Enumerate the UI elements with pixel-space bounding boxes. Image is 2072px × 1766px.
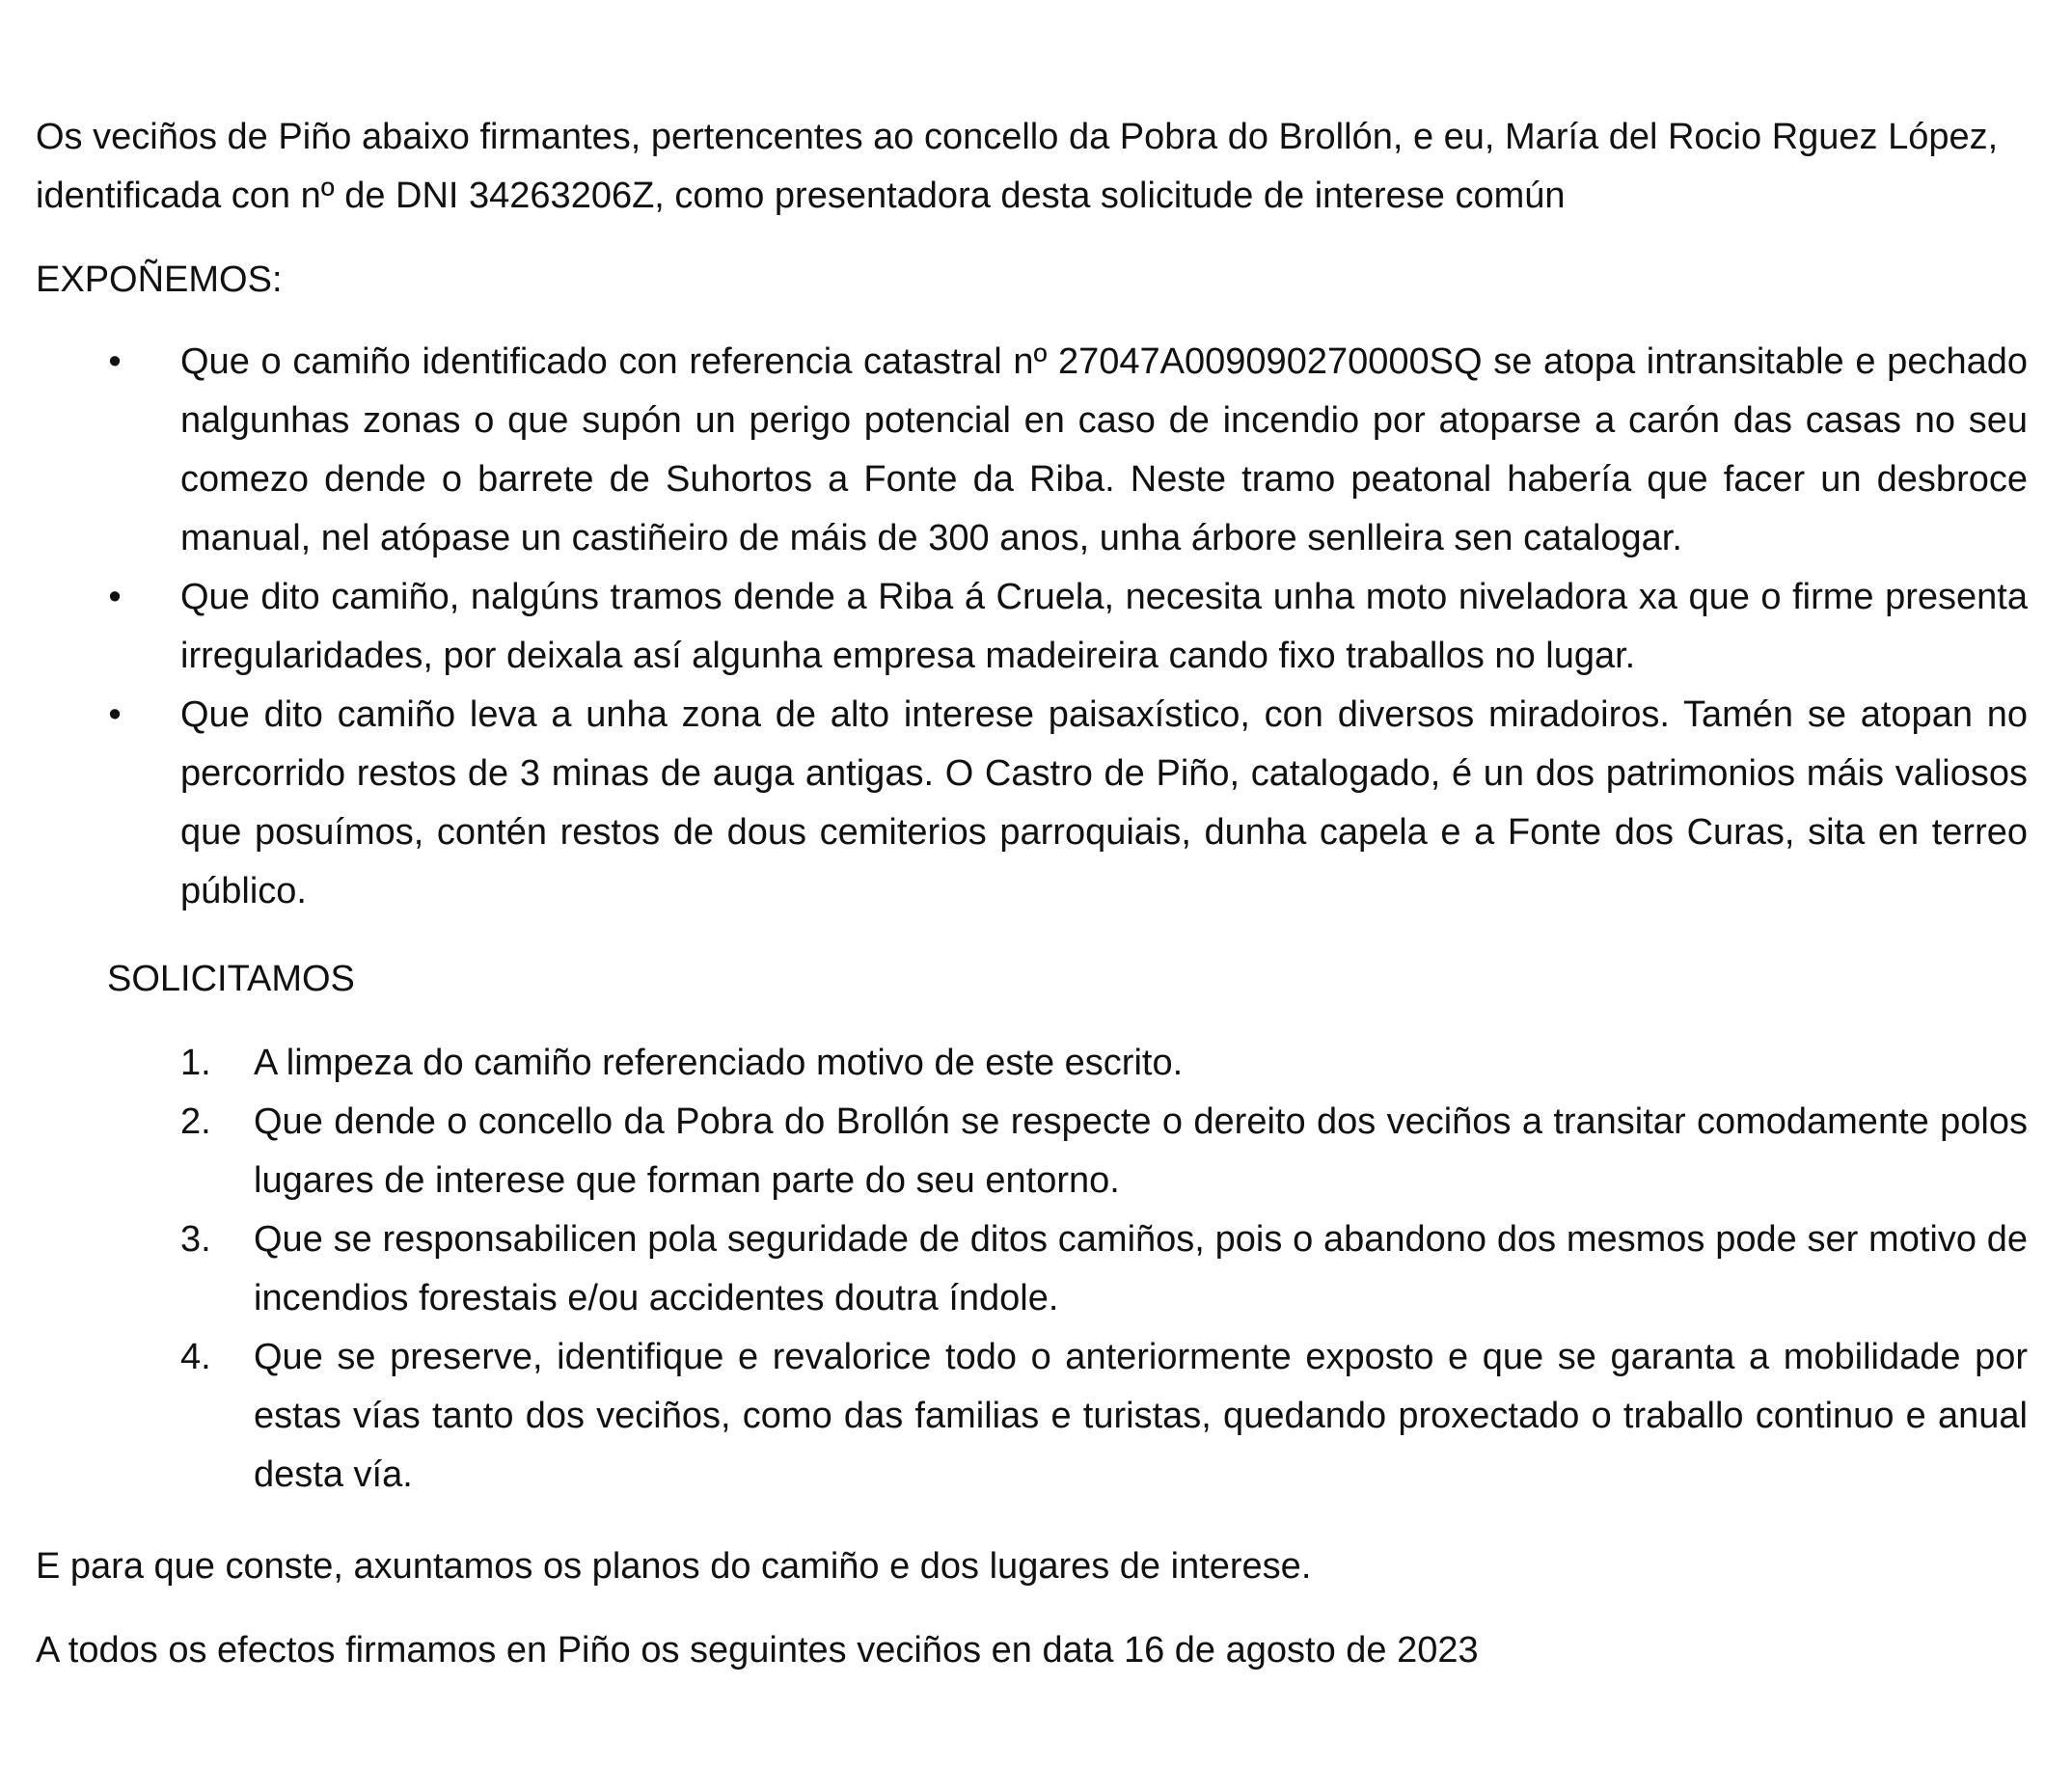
request-list: [36, 1034, 2028, 1505]
request-number: 4.: [180, 1337, 211, 1377]
request-text: Que se responsabilicen pola seguridade de ditos camiños, pois o abandono dos mesmos pode ser motivo de incendios forestais e/ou accidentes doutra índole.: [254, 1219, 2028, 1318]
expose-bullet-list: [36, 333, 2028, 921]
bullet-icon: •: [108, 341, 122, 382]
signature-intro-line: A todos os efectos firmamos en Piño os seguintes veciños en data 16 de agosto de 2023: [36, 1630, 1479, 1671]
request-item: [180, 1210, 2028, 1328]
request-item: [180, 1093, 2028, 1210]
request-text: Que se preserve, identifique e revalorice todo o anteriormente exposto e que se garanta a mobilidade por estas vías tanto dos veciños, como das familias e turistas, quedando proxectado o traballo continuo e anual desta vía.: [254, 1337, 2028, 1495]
intro-paragraph: Os veciños de Piño abaixo firmantes, pertencentes ao concello da Pobra do Brollón, e eu, María del Rocio Rguez López, identificada con nº de DNI 34263206Z, como presentadora desta solicitude de interese común: [36, 117, 1999, 216]
bullet-item: [108, 568, 2028, 686]
request-text: A limpeza do camiño referenciado motivo de este escrito.: [254, 1043, 1184, 1083]
closing-paragraph: E para que conste, axuntamos os planos do camiño e dos lugares de interese.: [36, 1546, 1312, 1587]
bullet-item: [108, 686, 2028, 921]
bullet-item: [108, 333, 2028, 568]
request-heading: SOLICITAMOS: [107, 959, 355, 999]
expose-heading: EXPOÑEMOS:: [36, 259, 283, 300]
bullet-text: Que dito camiño leva a unha zona de alto interese paisaxístico, con diversos miradoiros. Tamén se atopan no percorrido restos de 3 minas de auga antigas. O Castro de Piño, catalogado, é un dos patrimonios máis valiosos que posuímos, contén restos de dous cemiterios parroquiais, dunha capela e a Fonte dos Curas, sita en terreo público.: [180, 694, 2028, 911]
request-number: 3.: [180, 1219, 211, 1260]
bullet-text: Que o camiño identificado con referencia catastral nº 27047A009090270000SQ se atopa intransitable e pechado nalgunhas zonas o que supón un perigo potencial en caso de incendio por atoparse a carón das casas no seu comezo dende o barrete de Suhortos a Fonte da Riba. Neste tramo peatonal habería que facer un desbroce manual, nel atópase un castiñeiro de máis de 300 anos, unha árbore senlleira sen catalogar.: [180, 341, 2028, 558]
document-page: [36, 108, 2028, 1680]
request-item: [180, 1328, 2028, 1505]
request-item: [180, 1034, 2028, 1093]
bullet-icon: •: [108, 577, 122, 617]
request-number: 1.: [180, 1043, 211, 1083]
request-number: 2.: [180, 1101, 211, 1142]
request-text: Que dende o concello da Pobra do Brollón se respecte o dereito dos veciños a transitar comodamente polos lugares de interese que forman parte do seu entorno.: [254, 1101, 2028, 1201]
bullet-text: Que dito camiño, nalgúns tramos dende a Riba á Cruela, necesita unha moto niveladora xa que o firme presenta irregularidades, por deixala así algunha empresa madeireira cando fixo traballos no lugar.: [180, 577, 2028, 676]
bullet-icon: •: [108, 694, 122, 735]
